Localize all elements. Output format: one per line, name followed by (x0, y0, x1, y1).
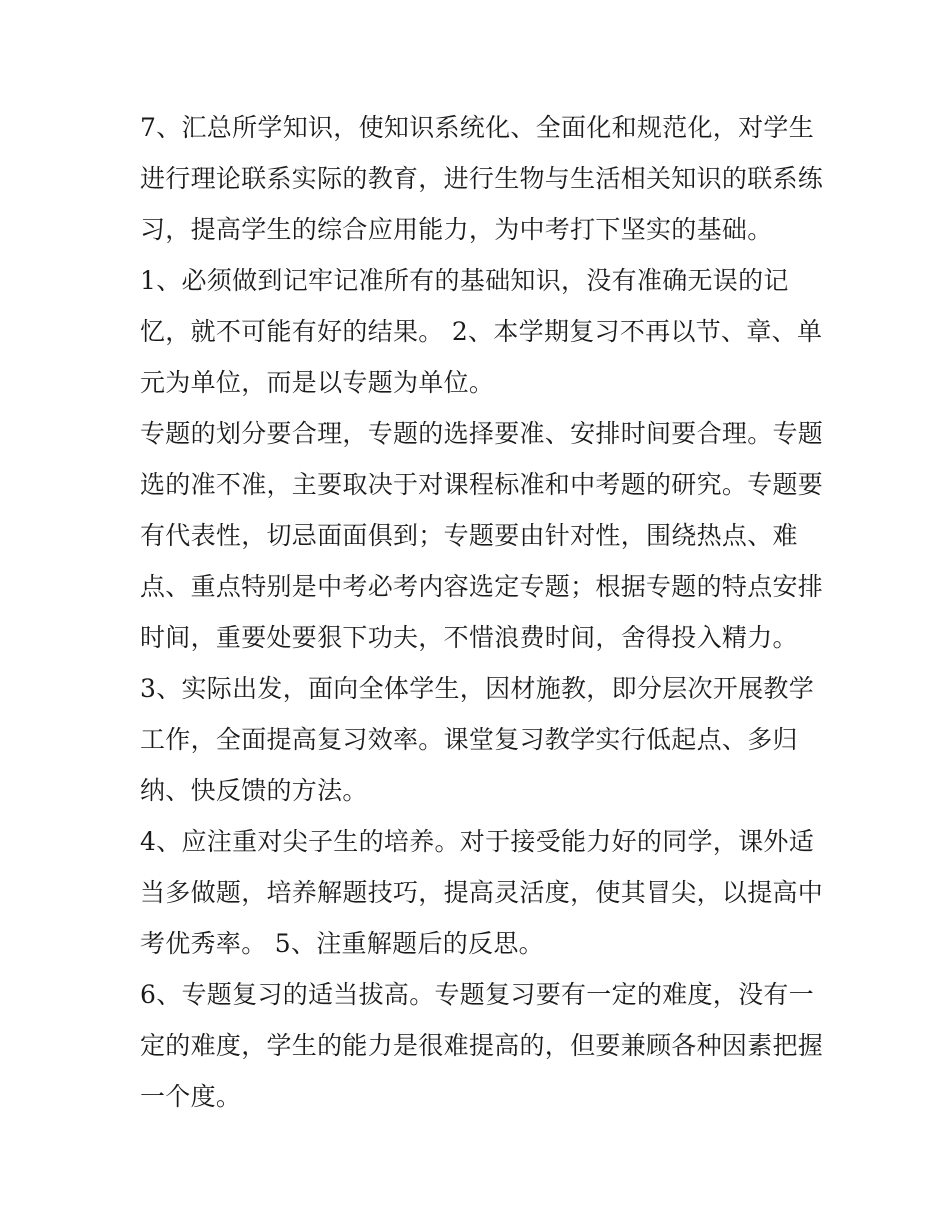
text-line: 有代表性，切忌面面俱到；专题要由针对性，围绕热点、难 (140, 521, 798, 550)
text-line: 4、应注重对尖子生的培养。对于接受能力好的同学，课外适 (140, 827, 815, 856)
text-line: 专题的划分要合理，专题的选择要准、安排时间要合理。专题 (140, 419, 824, 448)
text-line: 纳、快反馈的方法。 (140, 776, 368, 805)
text-line: 选的准不准，主要取决于对课程标准和中考题的研究。专题要 (140, 470, 824, 499)
text-line: 定的难度，学生的能力是很难提高的，但要兼顾各种因素把握 (140, 1031, 824, 1060)
text-line: 考优秀率。 5、注重解题后的反思。 (140, 929, 544, 958)
text-line: 6、专题复习的适当拔高。专题复习要有一定的难度，没有一 (140, 980, 815, 1009)
text-line: 一个度。 (140, 1082, 242, 1111)
paragraph-topic-division (140, 408, 824, 663)
paragraph-memorization (140, 255, 823, 408)
paragraph-top-students (140, 816, 824, 969)
text-line: 7、汇总所学知识，使知识系统化、全面化和规范化，对学生 (140, 113, 815, 142)
text-line: 1、必须做到记牢记准所有的基础知识，没有准确无误的记 (140, 266, 789, 295)
paragraph-all-students (140, 663, 820, 816)
paragraph-summary (140, 102, 824, 255)
text-line: 忆，就不可能有好的结果。 2、本学期复习不再以节、章、单 (140, 317, 823, 346)
document-body (140, 102, 824, 1122)
text-line: 当多做题，培养解题技巧，提高灵活度，使其冒尖，以提高中 (140, 878, 824, 907)
text-line: 习，提高学生的综合应用能力，为中考打下坚实的基础。 (140, 215, 773, 244)
text-line: 时间，重要处要狠下功夫，不惜浪费时间，舍得投入精力。 (140, 623, 798, 652)
text-line: 进行理论联系实际的教育，进行生物与生活相关知识的联系练 (140, 164, 824, 193)
text-line: 工作，全面提高复习效率。课堂复习教学实行低起点、多归 (140, 725, 798, 754)
paragraph-difficulty (140, 969, 824, 1122)
text-line: 点、重点特别是中考必考内容选定专题；根据专题的特点安排 (140, 572, 824, 601)
text-line: 元为单位，而是以专题为单位。 (140, 368, 495, 397)
text-line: 3、实际出发，面向全体学生，因材施教，即分层次开展教学 (140, 674, 815, 703)
